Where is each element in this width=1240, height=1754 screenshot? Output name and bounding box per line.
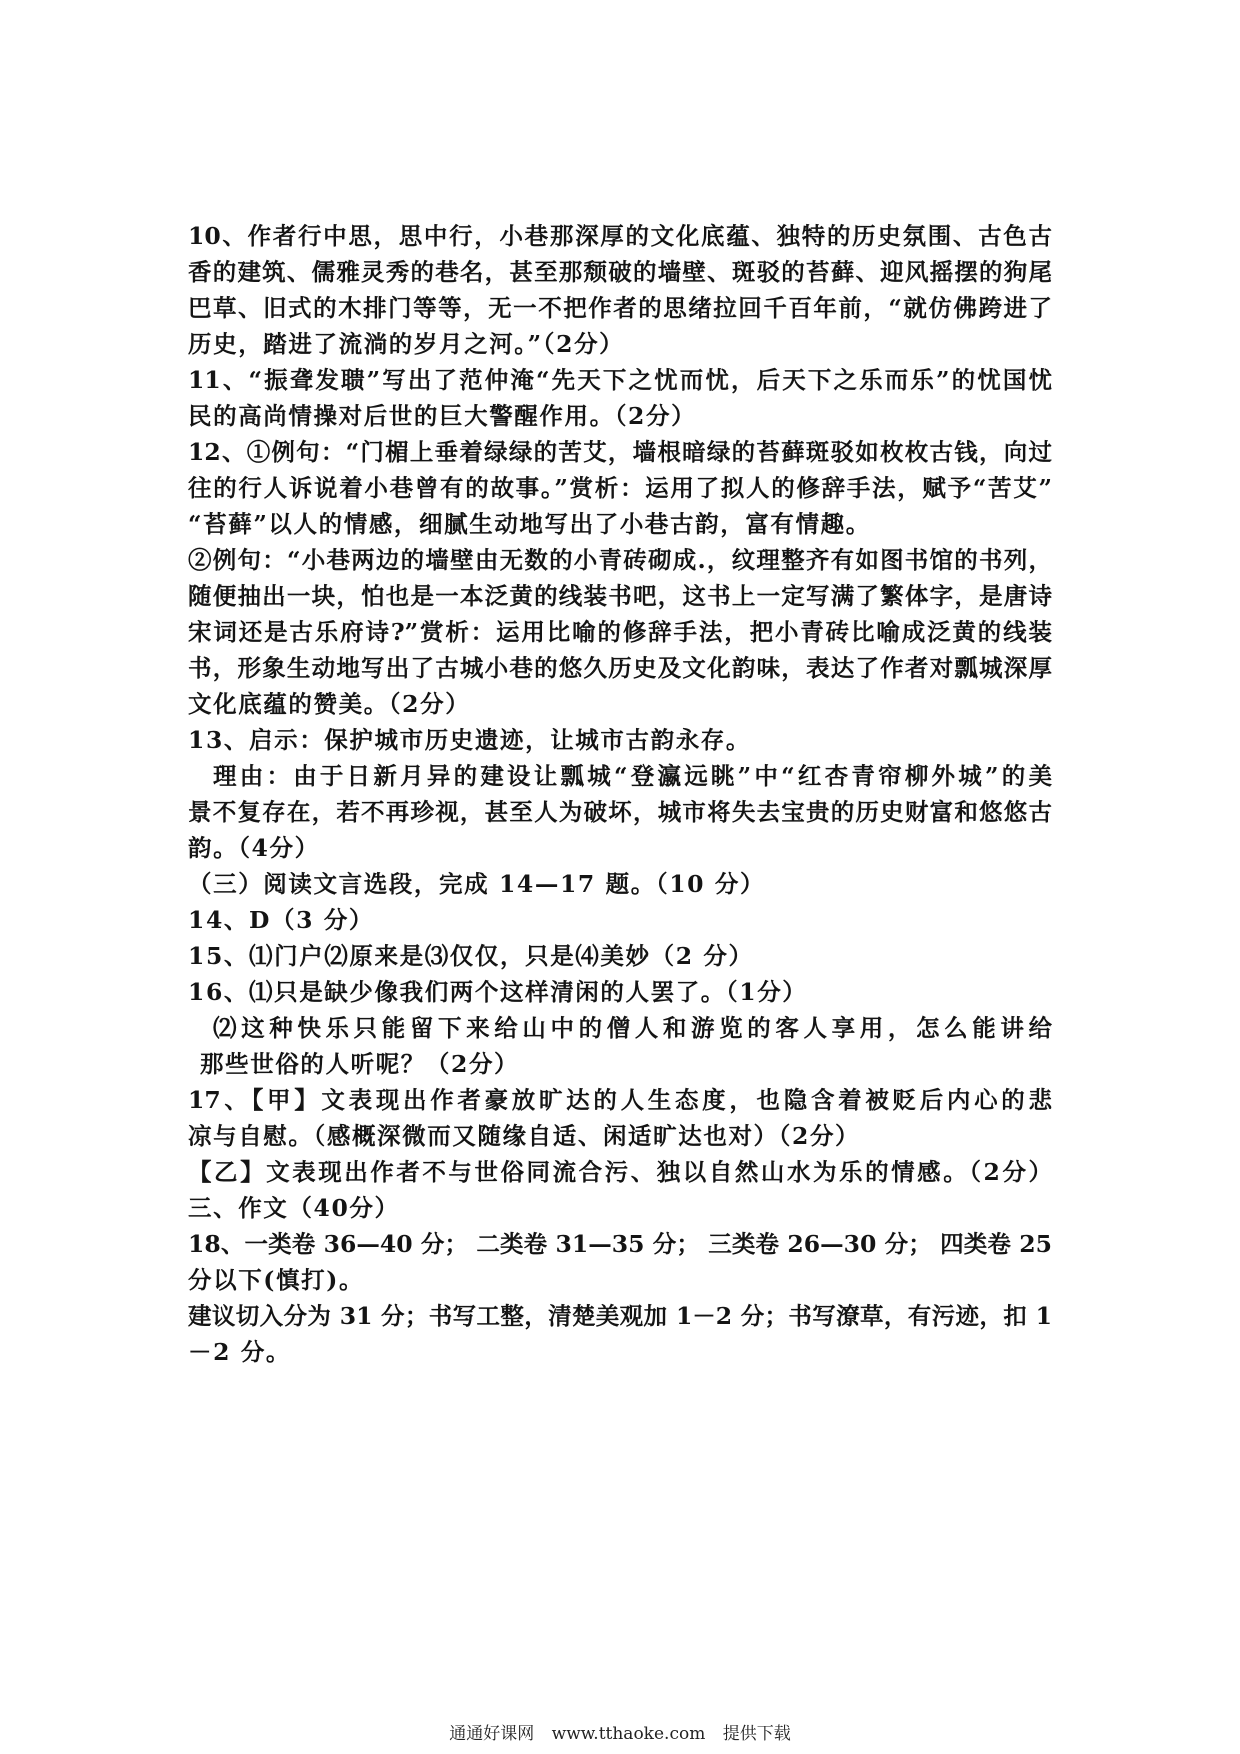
- composition-heading: 三、作文（40分）: [188, 1194, 400, 1222]
- answer-14-text: 14、D（3 分）: [188, 906, 375, 934]
- footer-url: www.tthaoke.com: [551, 1724, 706, 1744]
- footer-suffix: 提供下载: [722, 1724, 791, 1744]
- answer-18-text: 分以下(慎打)。: [188, 1266, 365, 1294]
- footer-site-name: 通通好课网: [449, 1724, 535, 1744]
- answer-12-text: 随便抽出一块，怕也是一本泛黄的线装书吧，这书上一定写满了繁体字，是唐诗: [188, 582, 1052, 610]
- answer-12-text: 12、①例句：“门楣上垂着绿绿的苦艾，墙根暗绿的苔藓斑驳如枚枚古钱，向过: [188, 438, 1052, 466]
- answer-17-text: 凉与自慰。（感概深微而又随缘自适、闲适旷达也对）（2分）: [188, 1122, 861, 1150]
- answer-15-text: 15、⑴门户⑵原来是⑶仅仅，只是⑷美妙（2 分）: [188, 942, 754, 970]
- answer-13-text: 13、启示：保护城市历史遗迹，让城市古韵永存。: [188, 726, 752, 754]
- answer-12-text: “苔藓”以人的情感，细腻生动地写出了小巷古韵，富有情趣。: [188, 510, 871, 538]
- page-footer: [0, 1722, 1240, 1746]
- answer-12-text: 文化底蕴的赞美。（2分）: [188, 690, 471, 718]
- answer-10-text: 10、作者行中思，思中行，小巷那深厚的文化底蕴、独特的历史氛围、古色古: [188, 222, 1052, 250]
- answer-10-text: 巴草、旧式的木排门等等，无一不把作者的思绪拉回千百年前，“就仿佛跨进了: [188, 294, 1052, 322]
- answer-12-text: 宋词还是古乐府诗?”赏析：运用比喻的修辞手法，把小青砖比喻成泛黄的线装: [188, 618, 1052, 646]
- answer-12-text: 往的行人诉说着小巷曾有的故事。”赏析：运用了拟人的修辞手法，赋予“苦艾”: [188, 474, 1052, 502]
- answer-10-text: 历史，踏进了流淌的岁月之河。”（2分）: [188, 330, 625, 358]
- answer-key-body: [188, 218, 1052, 1370]
- answer-13-text: 韵。（4分）: [188, 834, 320, 862]
- section-3-heading: （三）阅读文言选段，完成 14—17 题。（10 分）: [188, 870, 766, 898]
- answer-18-text: 18、一类卷 36—40 分； 二类卷 31—35 分； 三类卷 26—30 分； 四类卷 25: [188, 1230, 1052, 1258]
- answer-16-text: ⑵这种快乐只能留下来给山中的僧人和游览的客人享用，怎么能讲给: [213, 1014, 1052, 1042]
- answer-16-text: 16、⑴只是缺少像我们两个这样清闲的人罢了。（1分）: [188, 978, 808, 1006]
- answer-17-text: 17、【甲】文表现出作者豪放旷达的人生态度，也隐含着被贬后内心的悲: [188, 1086, 1052, 1114]
- answer-18-text: 建议切入分为 31 分；书写工整，清楚美观加 1－2 分；书写潦草，有污迹，扣 1: [188, 1302, 1052, 1330]
- answer-13-text: 景不复存在，若不再珍视，甚至人为破坏，城市将失去宝贵的历史财富和悠悠古: [188, 798, 1052, 826]
- answer-11-text: 11、“振聋发聩”写出了范仲淹“先天下之忧而忧，后天下之乐而乐”的忧国忧: [188, 366, 1052, 394]
- answer-13-text: 理由：由于日新月异的建设让瓢城“登瀛远眺”中“红杏青帘柳外城”的美: [213, 762, 1052, 790]
- answer-12-text: ②例句：“小巷两边的墙壁由无数的小青砖砌成.，纹理整齐有如图书馆的书列，: [188, 546, 1052, 574]
- answer-18-text: －2 分。: [188, 1338, 292, 1366]
- answer-16-text: 那些世俗的人听呢？（2分）: [200, 1050, 520, 1078]
- answer-10-text: 香的建筑、儒雅灵秀的巷名，甚至那颓破的墙壁、斑驳的苔藓、迎风摇摆的狗尾: [188, 258, 1052, 286]
- answer-17-text: 【乙】文表现出作者不与世俗同流合污、独以自然山水为乐的情感。（2分）: [188, 1158, 1052, 1186]
- answer-12-text: 书，形象生动地写出了古城小巷的悠久历史及文化韵味，表达了作者对瓢城深厚: [188, 654, 1052, 682]
- answer-11-text: 民的高尚情操对后世的巨大警醒作用。（2分）: [188, 402, 697, 430]
